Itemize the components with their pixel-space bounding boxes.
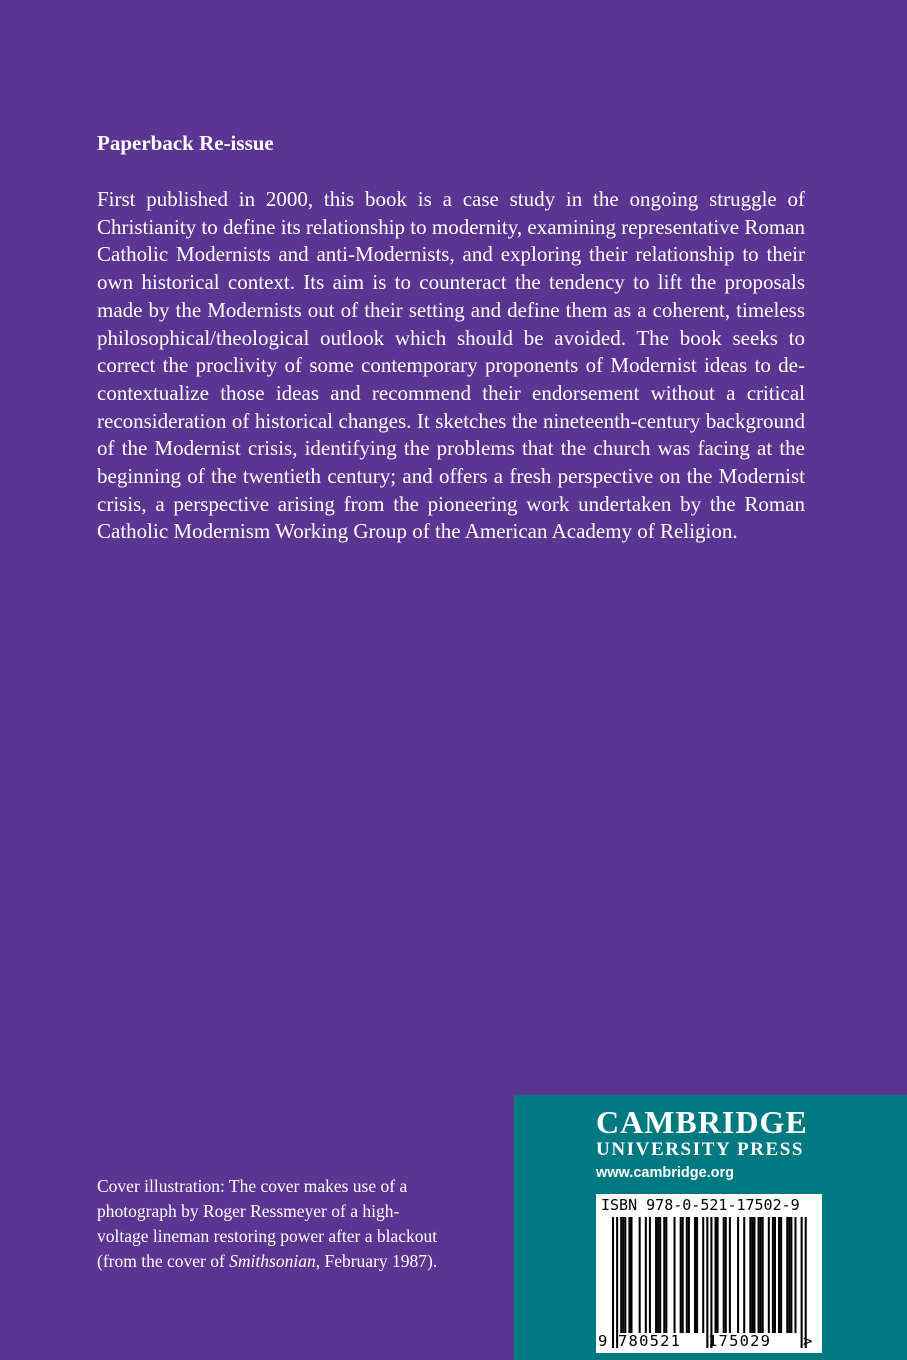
- cover-credit-date: , February 1987).: [315, 1251, 438, 1271]
- barcode-guard-bar: [805, 1217, 807, 1348]
- cover-illustration-credit: [97, 1174, 447, 1274]
- publisher-panel: [514, 1095, 907, 1360]
- barcode-bar: [682, 1217, 684, 1333]
- barcode-bar: [688, 1217, 690, 1333]
- barcode-left-digits: 780521: [618, 1332, 682, 1350]
- barcode-bar: [778, 1217, 780, 1333]
- barcode-end-mark: >: [803, 1332, 813, 1350]
- isbn-label: ISBN 978-0-521-17502-9: [601, 1196, 800, 1214]
- magazine-title: Smithsonian: [229, 1251, 316, 1271]
- barcode-bar: [630, 1217, 632, 1333]
- barcode-bar: [723, 1217, 725, 1333]
- barcode-bar: [749, 1217, 751, 1333]
- barcode-bar: [729, 1217, 731, 1333]
- barcode-right-digits: 175029: [708, 1332, 772, 1350]
- barcode-bar: [663, 1217, 665, 1333]
- barcode-bar: [774, 1217, 776, 1333]
- barcode-bar: [786, 1217, 788, 1333]
- barcode-guard-bar: [612, 1217, 614, 1348]
- barcode-bar: [639, 1217, 641, 1333]
- barcode-bar: [788, 1217, 790, 1333]
- barcode-bar: [655, 1217, 657, 1333]
- cover-credit-text: Cover illustration: The cover makes use of a photograph by Roger Ressmeyer of a high-voltage lineman restoring power after a blackout (from the cover of: [97, 1176, 438, 1271]
- barcode-bar: [628, 1217, 630, 1333]
- barcode-bar: [696, 1217, 698, 1333]
- barcode-bar: [760, 1217, 762, 1333]
- publisher-website: www.cambridge.org: [596, 1165, 735, 1181]
- barcode-bar: [762, 1217, 764, 1333]
- barcode-bar: [753, 1217, 755, 1333]
- barcode-bar: [772, 1217, 774, 1333]
- barcode-bar: [725, 1217, 727, 1333]
- barcode-bar: [694, 1217, 696, 1333]
- barcode-bar: [659, 1217, 661, 1333]
- barcode-bar: [624, 1217, 626, 1333]
- barcode-guard-bar: [616, 1217, 618, 1348]
- barcode-bar: [737, 1217, 739, 1333]
- barcode-bar: [686, 1217, 688, 1333]
- barcode-bar: [649, 1217, 651, 1333]
- barcode-guard-bar: [801, 1217, 803, 1348]
- barcode-bar: [780, 1217, 782, 1333]
- barcode-bar: [715, 1217, 717, 1333]
- barcode-bar: [674, 1217, 676, 1333]
- barcode-bar: [620, 1217, 622, 1333]
- barcode-lead-digit: 9: [598, 1332, 608, 1350]
- barcode-bar: [717, 1217, 719, 1333]
- publisher-logo-name: CAMBRIDGE: [596, 1104, 808, 1140]
- barcode-bar: [622, 1217, 624, 1333]
- barcode-bar: [702, 1217, 704, 1333]
- barcode-bar: [758, 1217, 760, 1333]
- barcode-bar: [657, 1217, 659, 1333]
- section-heading: Paperback Re-issue: [97, 131, 274, 155]
- barcode-bar: [751, 1217, 753, 1333]
- barcode-bar: [680, 1217, 682, 1333]
- barcode-bar: [743, 1217, 745, 1333]
- isbn-barcode: [596, 1194, 822, 1353]
- barcode-bar: [790, 1217, 792, 1333]
- barcode-bars: [596, 1194, 822, 1353]
- publisher-logo-subtitle: UNIVERSITY PRESS: [596, 1139, 805, 1160]
- barcode-bar: [794, 1217, 796, 1333]
- barcode-guard-bar: [710, 1217, 712, 1348]
- book-description: First published in 2000, this book is a case study in the ongoing struggle of Christianity to define its relationship to modernity, examining representative Roman Catholic Modernists and anti-Modernists, and exploring their relationship to their own historical context. Its aim is to counteract the tendency to lift the proposals made by the Modernists out of their setting and define them as a coherent, timeless philosophical/theological outlook which should be avoided. The book seeks to correct the proclivity of some contemporary proponents of Modernist ideas to de-contextualize those ideas and recommend their endorsement without a critical reconsideration of historical changes. It sketches the nineteenth-century background of the Modernist crisis, identifying the problems that the church was facing at the beginning of the twentieth century; and offers a fresh perspective on the Modernist crisis, a perspective arising from the pioneering work undertaken by the Roman Catholic Modernism Working Group of the American Academy of Religion.: [97, 187, 805, 544]
- barcode-bar: [665, 1217, 667, 1333]
- barcode-guard-bar: [706, 1217, 708, 1348]
- barcode-bar: [768, 1217, 770, 1333]
- barcode-bar: [645, 1217, 647, 1333]
